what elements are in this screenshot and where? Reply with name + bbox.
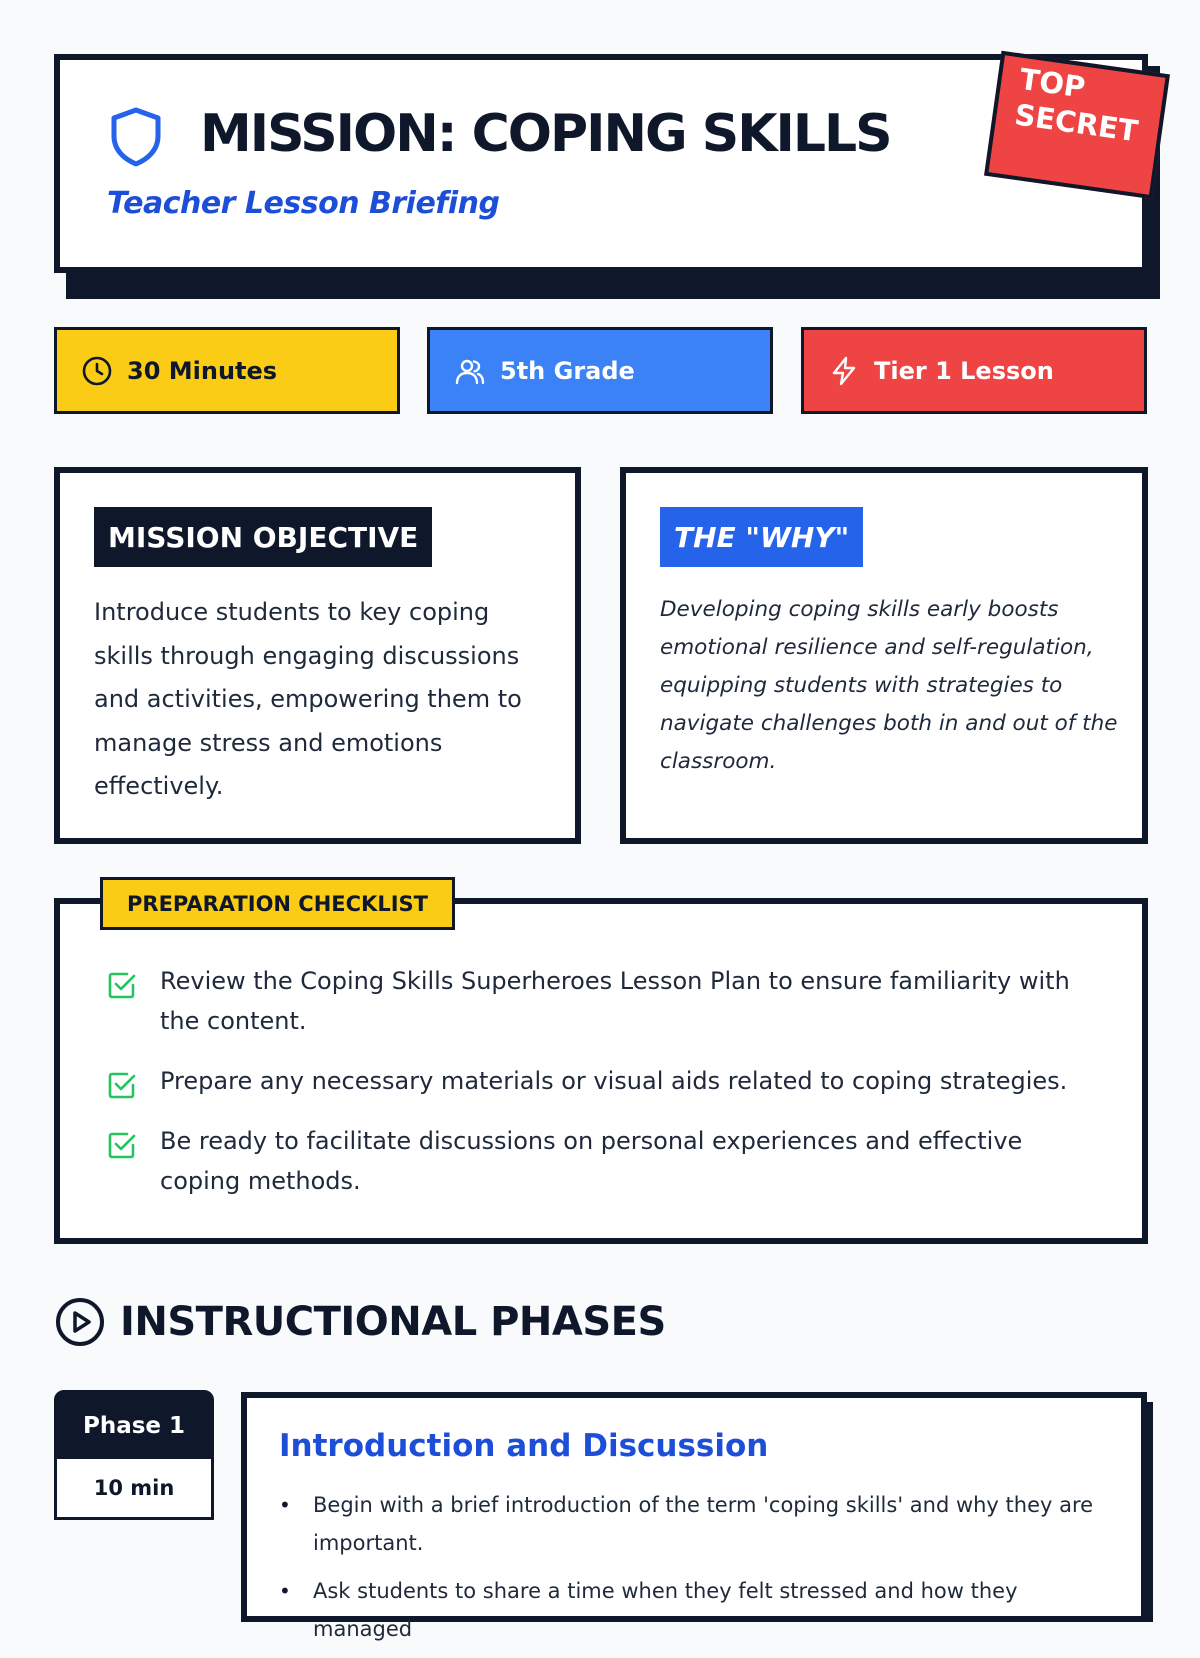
mission-objective-text: Introduce students to key coping skills through engaging discussions and activities, empowering them to manage stress and emotions effectively. [94,598,522,800]
stamp-line-secret: SECRET [1012,97,1140,149]
checklist-item-text: Prepare any necessary materials or visual aids related to coping strategies. [160,1067,1068,1095]
shield-icon [109,106,163,168]
page-subtitle: Teacher Lesson Briefing [107,186,500,221]
grade-badge [427,327,773,414]
checklist-item-text: Review the Coping Skills Superheroes Lesson Plan to ensure familiarity with the content. [160,967,1070,1035]
top-secret-stamp [984,51,1170,199]
why-heading: THE "WHY" [660,507,863,567]
checklist [106,961,1106,1221]
why-card [620,467,1148,844]
preparation-checklist-card [54,898,1148,1244]
mission-objective-card [54,467,581,844]
phase-label: Phase 1 [57,1393,211,1459]
checkbox-checked-icon [106,969,138,1001]
bullet-icon: • [279,1579,291,1603]
header-card [54,54,1148,273]
phase-bullet-item [279,1572,1109,1648]
tier-badge [801,327,1147,414]
phase-bullet-text: Begin with a brief introduction of the term 'coping skills' and why they are important. [313,1493,1094,1555]
checklist-item [106,961,1106,1041]
phase-duration: 10 min [93,1476,175,1500]
grade-label: 5th Grade [500,356,635,385]
phase-bullet-list [279,1486,1109,1658]
why-text: Developing coping skills early boosts emotional resilience and self-regulation, equipping students with strategies to navigate challenges both in and out of the classroom. [660,597,1118,774]
phase-card [241,1392,1147,1641]
phase-bullet-text: Ask students to share a time when they felt stressed and how they managed [313,1579,1018,1641]
tier-label: Tier 1 Lesson [874,356,1054,385]
instructional-phases-heading [54,1296,666,1348]
stamp-line-top: TOP [1017,61,1088,105]
clock-icon [81,355,113,387]
preparation-checklist-heading: PREPARATION CHECKLIST [100,877,455,930]
checkbox-checked-icon [106,1069,138,1101]
checklist-item-text: Be ready to facilitate discussions on personal experiences and effective coping methods. [160,1127,1023,1195]
phase-chip [54,1390,214,1520]
duration-badge [54,327,400,414]
mission-objective-heading: MISSION OBJECTIVE [94,507,432,567]
bullet-icon: • [279,1493,291,1517]
phase-title: Introduction and Discussion [279,1428,769,1464]
phase-bullet-item [279,1486,1109,1562]
lightning-icon [828,355,860,387]
checklist-item [106,1121,1106,1201]
users-icon [454,355,486,387]
checklist-item [106,1061,1106,1101]
checkbox-checked-icon [106,1129,138,1161]
duration-label: 30 Minutes [127,356,278,385]
page-title: MISSION: COPING SKILLS [200,104,891,164]
instructional-phases-title: INSTRUCTIONAL PHASES [120,1299,666,1345]
header-wrap [54,54,1148,287]
play-circle-icon [54,1296,106,1348]
